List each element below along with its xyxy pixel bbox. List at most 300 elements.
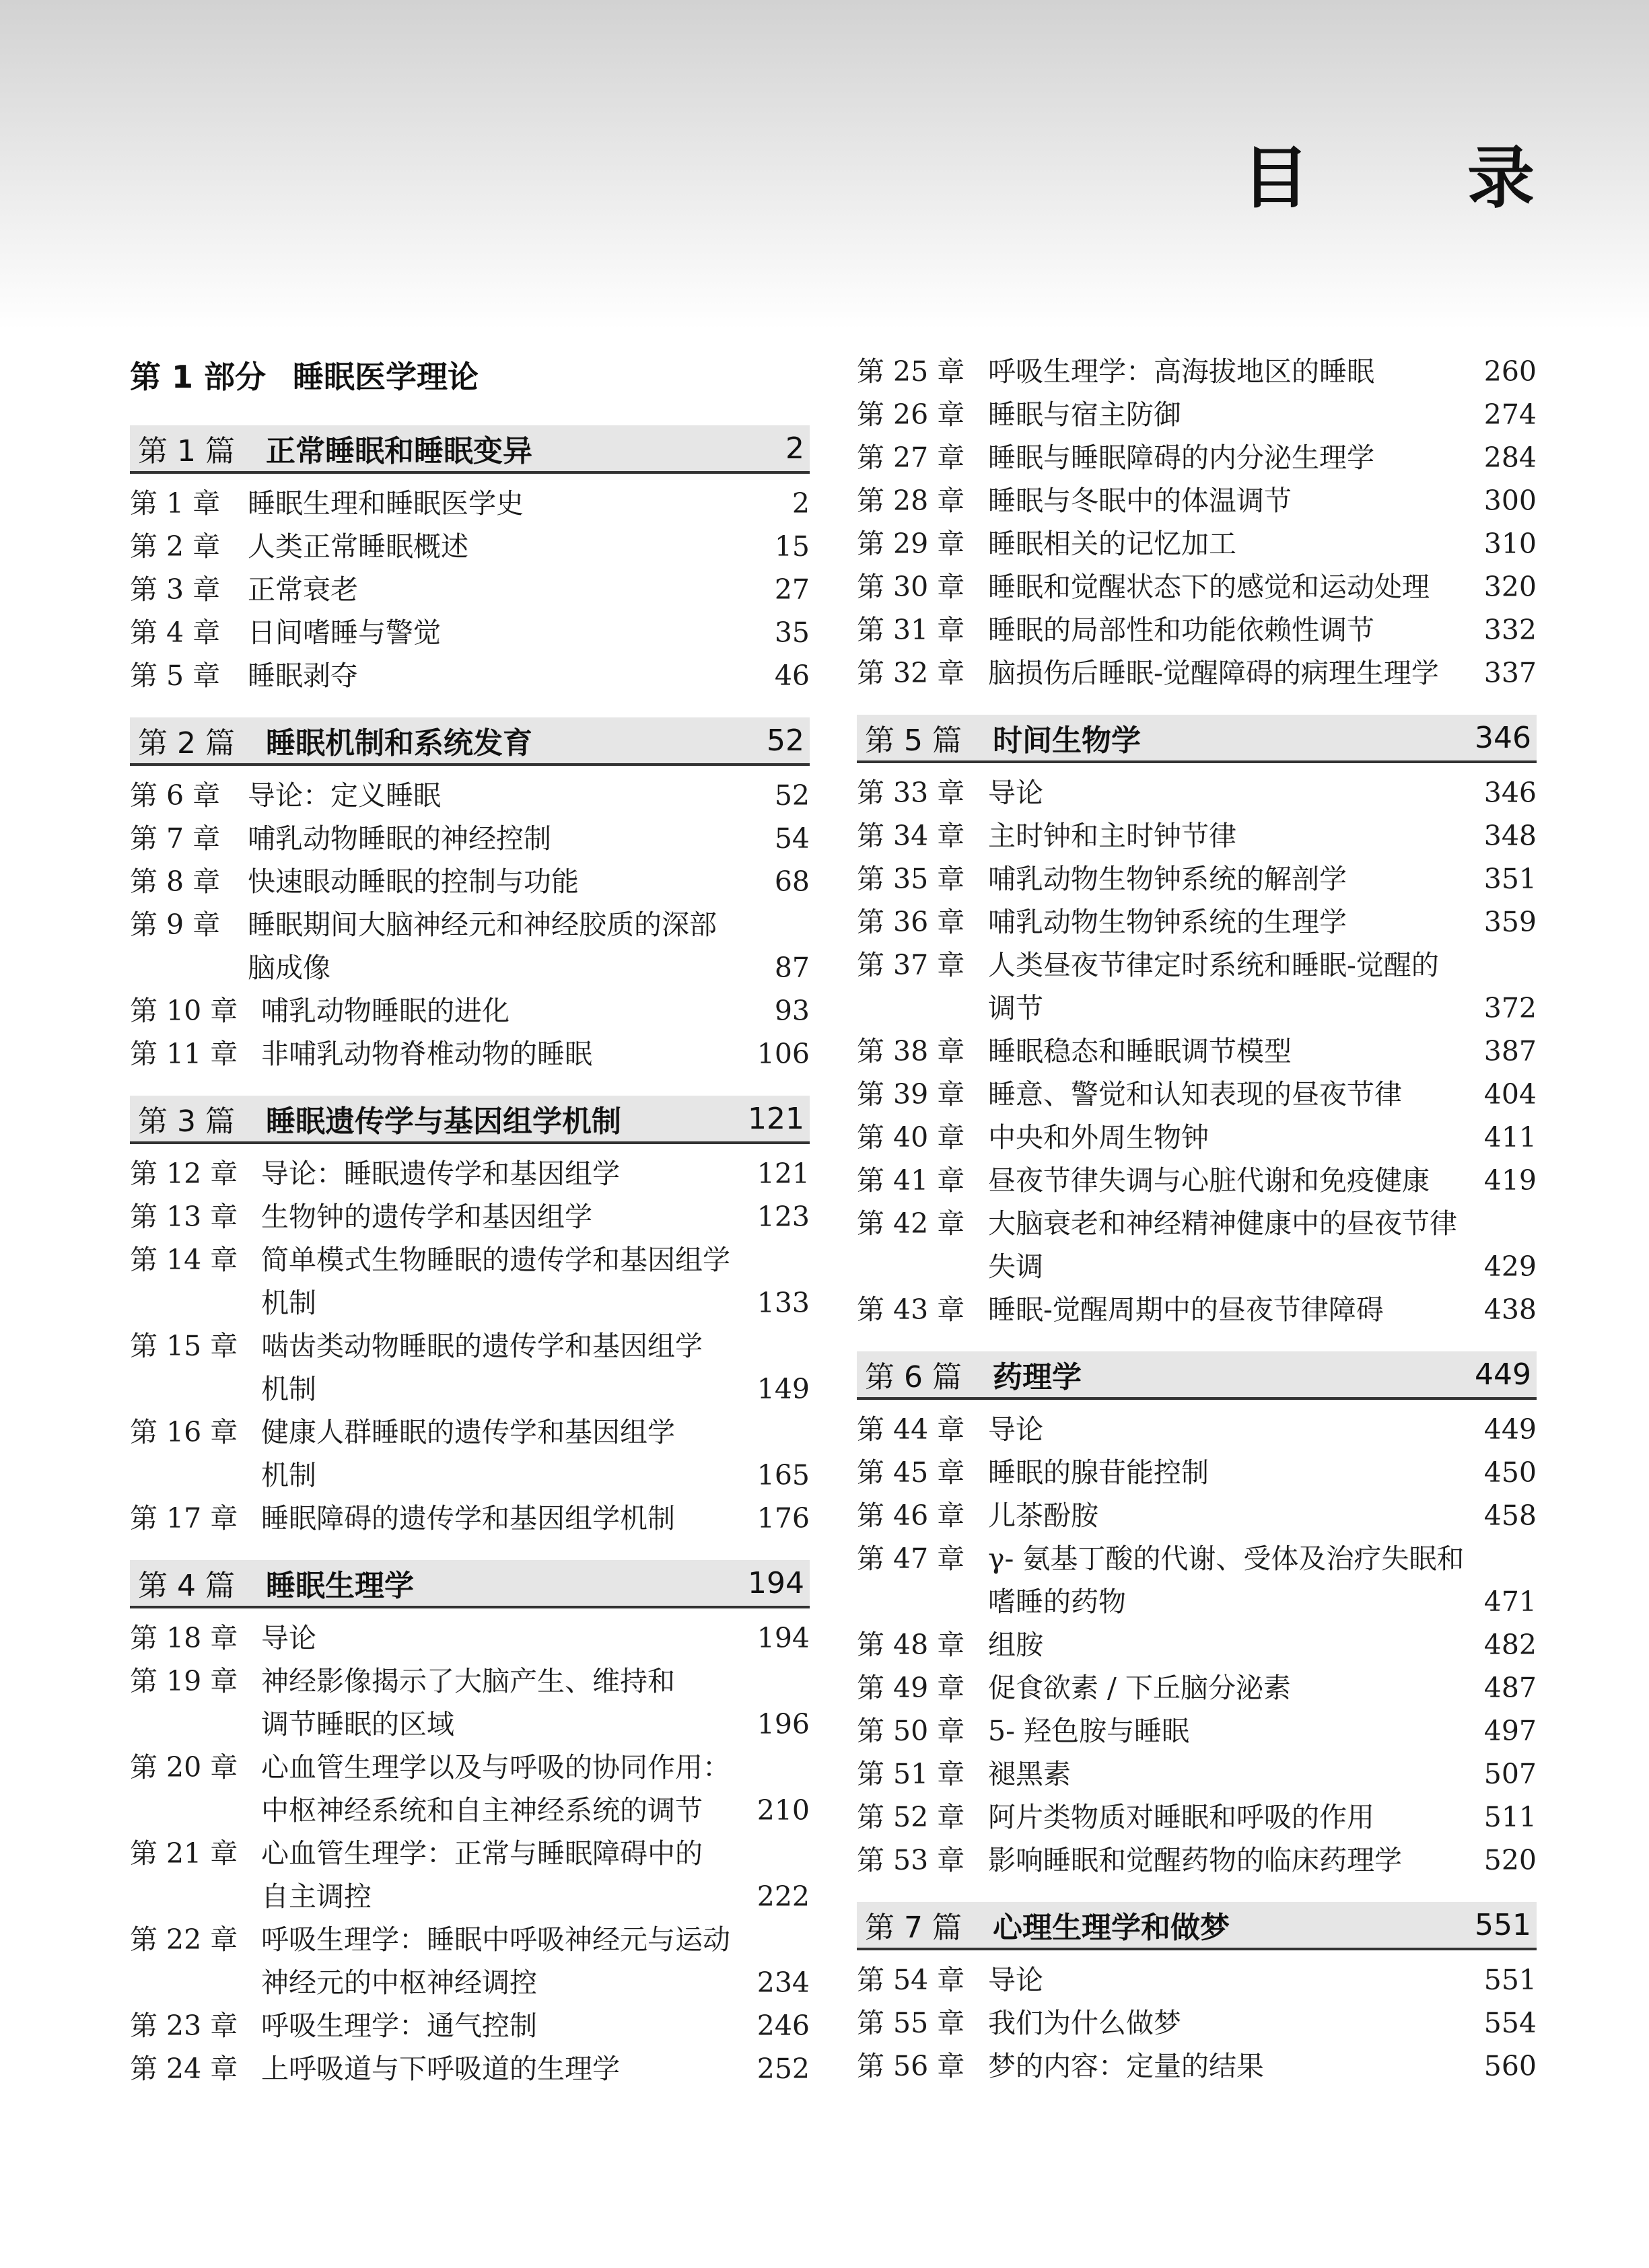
toc-chapter-entry[interactable] (857, 1030, 1537, 1073)
chapter-title: 神经元的中枢神经调控 (261, 1966, 537, 1999)
section-page: 551 (1475, 1907, 1531, 1942)
toc-chapter-entry[interactable] (857, 393, 1537, 436)
chapter-title: 啮齿类动物睡眠的遗传学和基因组学 (261, 1330, 703, 1362)
toc-chapter-entry[interactable] (130, 1238, 810, 1324)
toc-chapter-entry[interactable] (130, 654, 810, 697)
chapter-title: 机制 (261, 1459, 316, 1491)
chapter-title: 导论 (261, 1622, 316, 1654)
chapter-number: 第 32 章 (857, 657, 965, 689)
toc-chapter-entry[interactable] (857, 1796, 1537, 1839)
chapter-row (857, 1623, 1537, 1666)
section-title: 时间生物学 (993, 723, 1141, 758)
chapter-lead (857, 522, 1236, 565)
chapter-number: 第 2 章 (130, 530, 221, 563)
chapter-page: 387 (1483, 1035, 1537, 1067)
toc-chapter-entry[interactable] (130, 1497, 810, 1540)
chapter-page: 482 (1483, 1629, 1537, 1661)
chapter-number: 第 26 章 (857, 398, 965, 431)
chapter-row (130, 525, 810, 568)
chapter-page: 520 (1483, 1844, 1537, 1876)
chapter-page: 438 (1483, 1294, 1537, 1326)
toc-right-column (857, 350, 1537, 2088)
chapter-title: 儿茶酚胺 (988, 1499, 1098, 1532)
toc-chapter-entry[interactable] (857, 651, 1537, 695)
right-sections (857, 715, 1537, 2088)
toc-chapter-entry[interactable] (130, 2047, 810, 2090)
chapter-row (130, 774, 810, 817)
chapter-title: 影响睡眠和觉醒药物的临床药理学 (988, 1844, 1402, 1876)
chapter-page: 560 (1483, 2050, 1537, 2082)
toc-chapter-entry[interactable] (130, 1918, 810, 2004)
chapter-title-continuation (857, 1245, 1537, 1288)
toc-chapter-entry[interactable] (857, 565, 1537, 608)
chapter-title: 睡眠-觉醒周期中的昼夜节律障碍 (988, 1294, 1384, 1326)
chapter-number: 第 19 章 (130, 1665, 238, 1697)
toc-chapter-entry[interactable] (130, 1746, 810, 1832)
chapter-title: 调节 (988, 992, 1043, 1024)
chapter-title: 快速眼动睡眠的控制与功能 (248, 865, 579, 898)
chapter-row (130, 1195, 810, 1238)
chapter-title: 睡眠和觉醒状态下的感觉和运动处理 (988, 571, 1430, 603)
chapter-page: 310 (1483, 528, 1537, 560)
toc-chapter-entry[interactable] (130, 1660, 810, 1746)
toc-chapter-entry[interactable] (857, 1408, 1537, 1451)
chapter-row (857, 1666, 1537, 1709)
chapter-lead (130, 1617, 316, 1660)
chapter-lead (857, 2045, 1264, 2088)
chapter-title: 生物钟的遗传学和基因组学 (261, 1201, 592, 1233)
chapter-page: 351 (1483, 863, 1537, 895)
chapter-lead (130, 903, 717, 946)
chapter-page: 554 (1483, 2007, 1537, 2039)
chapter-title: 主时钟和主时钟节律 (988, 820, 1236, 852)
toc-chapter-entry[interactable] (130, 860, 810, 903)
chapter-title: 导论：睡眠遗传学和基因组学 (261, 1158, 620, 1190)
section-page: 346 (1475, 720, 1531, 755)
chapter-number: 第 47 章 (857, 1543, 965, 1575)
chapter-lead (857, 814, 1236, 857)
section-label (138, 1097, 621, 1140)
section-label (865, 1353, 1082, 1396)
toc-chapter-entry[interactable] (857, 436, 1537, 479)
chapter-title: 脑成像 (248, 952, 330, 984)
chapter-title: 脑损伤后睡眠-觉醒障碍的病理生理学 (988, 657, 1439, 689)
toc-chapter-entry[interactable] (857, 944, 1537, 1030)
chapter-page: 497 (1483, 1715, 1537, 1747)
chapter-number: 第 20 章 (130, 1751, 238, 1783)
chapter-title: 呼吸生理学：睡眠中呼吸神经元与运动 (261, 1923, 730, 1956)
chapter-title-continuation (130, 1703, 810, 1746)
chapter-title: 心血管生理学以及与呼吸的协同作用： (261, 1751, 730, 1783)
chapter-title: 日间嗜睡与警觉 (248, 616, 441, 649)
chapter-number: 第 23 章 (130, 2010, 238, 2042)
toc-chapter-entry[interactable] (857, 1073, 1537, 1116)
section-page: 2 (785, 431, 804, 466)
toc-chapter-entry[interactable] (130, 1832, 810, 1918)
chapter-title: 睡眠相关的记忆加工 (988, 528, 1236, 560)
chapter-row (130, 1918, 810, 1961)
chapter-title: 失调 (988, 1250, 1043, 1283)
chapter-row (857, 350, 1537, 393)
section-header[interactable] (130, 425, 810, 474)
toc-chapter-entry[interactable] (857, 771, 1537, 814)
chapter-title: 睡眠稳态和睡眠调节模型 (988, 1035, 1292, 1067)
chapter-title: 简单模式生物睡眠的遗传学和基因组学 (261, 1244, 730, 1276)
chapter-page: 337 (1483, 657, 1537, 689)
toc-chapter-entry[interactable] (857, 350, 1537, 393)
chapter-title: 褪黑素 (988, 1758, 1071, 1790)
toc-chapter-entry[interactable] (130, 568, 810, 611)
section-label (138, 427, 532, 470)
toc-chapter-entry[interactable] (857, 1752, 1537, 1796)
chapter-row (857, 857, 1537, 900)
chapter-title: 人类昼夜节律定时系统和睡眠-觉醒的 (988, 949, 1439, 981)
toc-chapter-entry[interactable] (857, 2045, 1537, 2088)
chapter-title-continuation (857, 987, 1537, 1030)
chapter-number: 第 56 章 (857, 2050, 965, 2082)
toc-chapter-entry[interactable] (857, 1288, 1537, 1331)
chapter-lead (857, 393, 1181, 436)
chapter-number: 第 6 章 (130, 779, 221, 812)
chapter-row (130, 568, 810, 611)
toc-chapter-entry[interactable] (130, 989, 810, 1032)
chapter-page: 359 (1483, 906, 1537, 938)
section-label (138, 1561, 414, 1604)
chapter-title: 机制 (261, 1287, 316, 1319)
section-page: 52 (767, 723, 804, 758)
chapter-number: 第 27 章 (857, 441, 965, 474)
section-number: 第 1 篇 (138, 434, 235, 468)
chapter-row (857, 522, 1537, 565)
section-header[interactable] (857, 715, 1537, 763)
chapter-row (130, 1497, 810, 1540)
chapter-row (130, 1411, 810, 1454)
chapter-number: 第 11 章 (130, 1038, 238, 1070)
chapter-title: 导论 (988, 1964, 1043, 1996)
chapter-title: 阿片类物质对睡眠和呼吸的作用 (988, 1801, 1374, 1833)
chapter-row (130, 1238, 810, 1281)
section-number: 第 5 篇 (865, 723, 962, 758)
section-page: 121 (748, 1101, 804, 1136)
toc-chapter-entry[interactable] (130, 1152, 810, 1195)
chapter-number: 第 42 章 (857, 1207, 965, 1240)
toc-chapter-entry[interactable] (857, 479, 1537, 522)
chapter-number: 第 22 章 (130, 1923, 238, 1956)
chapter-title-continuation (130, 1875, 810, 1918)
toc-chapter-entry[interactable] (857, 1623, 1537, 1666)
chapter-title: 导论 (988, 1413, 1043, 1446)
section-header[interactable] (130, 717, 810, 766)
toc-chapter-entry[interactable] (857, 1202, 1537, 1288)
chapter-page: 551 (1483, 1964, 1537, 1996)
chapter-page: 149 (757, 1373, 810, 1405)
toc-chapter-entry[interactable] (130, 2004, 810, 2047)
chapter-lead (130, 482, 524, 525)
chapter-title-continuation (130, 946, 810, 989)
chapter-number: 第 52 章 (857, 1801, 965, 1833)
chapter-lead (857, 2001, 1181, 2045)
chapter-row (130, 1660, 810, 1703)
chapter-number: 第 1 章 (130, 487, 221, 520)
chapter-number: 第 44 章 (857, 1413, 965, 1446)
section-title: 药理学 (993, 1360, 1082, 1394)
chapter-title: 哺乳动物睡眠的进化 (261, 995, 510, 1027)
section-number: 第 4 篇 (138, 1569, 235, 1603)
chapter-row (130, 2047, 810, 2090)
chapter-lead (857, 1623, 1043, 1666)
chapter-page: 487 (1483, 1672, 1537, 1704)
toc-chapter-entry[interactable] (857, 1451, 1537, 1494)
chapter-row (857, 479, 1537, 522)
chapter-page: 429 (1483, 1250, 1537, 1283)
chapter-row (857, 1073, 1537, 1116)
chapter-row (857, 900, 1537, 944)
toc-chapter-entry[interactable] (130, 817, 810, 860)
chapter-number: 第 25 章 (857, 355, 965, 388)
chapter-title: 中央和外周生物钟 (988, 1121, 1209, 1154)
toc-chapter-entry[interactable] (857, 1666, 1537, 1709)
chapter-title: 导论：定义睡眠 (248, 779, 441, 812)
chapter-number: 第 13 章 (130, 1201, 238, 1233)
chapter-page: 2 (792, 487, 810, 520)
chapter-number: 第 5 章 (130, 660, 221, 692)
chapter-number: 第 14 章 (130, 1244, 238, 1276)
chapter-page: 222 (757, 1880, 810, 1913)
chapter-title: 上呼吸道与下呼吸道的生理学 (261, 2053, 620, 2085)
chapter-lead (130, 2047, 620, 2090)
chapter-row (857, 1408, 1537, 1451)
chapter-page: 450 (1483, 1456, 1537, 1489)
toc-chapter-entry[interactable] (857, 1159, 1537, 1202)
chapter-page: 68 (774, 865, 810, 898)
chapter-number: 第 8 章 (130, 865, 221, 898)
toc-chapter-entry[interactable] (857, 857, 1537, 900)
chapter-lead (130, 860, 579, 903)
chapter-number: 第 28 章 (857, 485, 965, 517)
chapter-number: 第 51 章 (857, 1758, 965, 1790)
chapter-lead (130, 1746, 730, 1789)
chapter-lead (857, 1666, 1291, 1709)
chapter-lead (130, 1660, 675, 1703)
toc-chapter-entry[interactable] (857, 1537, 1537, 1623)
chapter-row (857, 814, 1537, 857)
right-lead-chapters (857, 350, 1537, 695)
chapter-row (857, 393, 1537, 436)
chapter-number: 第 34 章 (857, 820, 965, 852)
chapter-page: 404 (1483, 1078, 1537, 1110)
chapter-row (857, 651, 1537, 695)
chapter-title: 促食欲素 / 下丘脑分泌素 (988, 1672, 1291, 1704)
chapter-title-continuation (130, 1454, 810, 1497)
section-number: 第 7 篇 (865, 1911, 962, 1945)
toc-left-column (130, 350, 810, 2090)
toc-chapter-entry[interactable] (130, 482, 810, 525)
chapter-row (857, 1839, 1537, 1882)
chapter-title: 非哺乳动物脊椎动物的睡眠 (261, 1038, 592, 1070)
chapter-lead (130, 817, 551, 860)
section-header[interactable] (130, 1560, 810, 1608)
chapter-number: 第 45 章 (857, 1456, 965, 1489)
chapter-title: 睡眠与宿主防御 (988, 398, 1181, 431)
section-header[interactable] (857, 1902, 1537, 1950)
toc-chapter-entry[interactable] (130, 1032, 810, 1075)
chapter-page: 471 (1483, 1586, 1537, 1618)
toc-chapter-entry[interactable] (130, 1195, 810, 1238)
chapter-lead (857, 1958, 1043, 2001)
chapter-title-continuation (130, 1368, 810, 1411)
chapter-title: 梦的内容：定量的结果 (988, 2050, 1264, 2082)
chapter-page: 252 (757, 2053, 810, 2085)
chapter-title: 大脑衰老和神经精神健康中的昼夜节律 (988, 1207, 1457, 1240)
toc-chapter-entry[interactable] (857, 1116, 1537, 1159)
chapter-page: 165 (757, 1459, 810, 1491)
chapter-lead (130, 611, 441, 654)
chapter-number: 第 7 章 (130, 822, 221, 855)
part-label: 第 1 部分 (130, 359, 267, 395)
chapter-page: 121 (757, 1158, 810, 1190)
section-title: 心理生理学和做梦 (993, 1911, 1230, 1945)
chapter-page: 106 (757, 1038, 810, 1070)
toc-chapter-entry[interactable] (857, 2001, 1537, 2045)
chapter-title: 人类正常睡眠概述 (248, 530, 468, 563)
section-title: 睡眠生理学 (266, 1569, 414, 1603)
chapter-page: 372 (1483, 992, 1537, 1024)
chapter-lead (857, 1537, 1464, 1580)
chapter-title: 哺乳动物睡眠的神经控制 (248, 822, 551, 855)
chapter-number: 第 16 章 (130, 1416, 238, 1448)
chapter-title-continuation (130, 1961, 810, 2004)
chapter-title: 正常衰老 (248, 573, 358, 606)
chapter-page: 332 (1483, 614, 1537, 646)
toc-chapter-entry[interactable] (130, 1617, 810, 1660)
chapter-page: 246 (757, 2010, 810, 2042)
chapter-number: 第 46 章 (857, 1499, 965, 1532)
chapter-row (130, 860, 810, 903)
chapter-lead (857, 1408, 1043, 1451)
chapter-page: 194 (757, 1622, 810, 1654)
chapter-row (130, 1032, 810, 1075)
chapter-number: 第 21 章 (130, 1837, 238, 1870)
chapter-row (857, 608, 1537, 651)
chapter-row (857, 1796, 1537, 1839)
chapter-page: 449 (1483, 1413, 1537, 1446)
chapter-lead (857, 436, 1374, 479)
chapter-page: 87 (774, 952, 810, 984)
chapter-page: 284 (1483, 441, 1537, 474)
section-header[interactable] (130, 1096, 810, 1144)
toc-chapter-entry[interactable] (130, 525, 810, 568)
chapter-row (857, 1116, 1537, 1159)
chapter-page: 196 (757, 1708, 810, 1740)
chapter-page: 260 (1483, 355, 1537, 388)
toc-chapter-entry[interactable] (857, 522, 1537, 565)
chapter-lead (857, 1451, 1209, 1494)
section-label (865, 716, 1141, 759)
chapter-title: 睡眠障碍的遗传学和基因组学机制 (261, 1502, 675, 1534)
chapter-lead (857, 651, 1439, 695)
chapter-title: 呼吸生理学：高海拔地区的睡眠 (988, 355, 1374, 388)
chapter-row (857, 1494, 1537, 1537)
toc-chapter-entry[interactable] (857, 608, 1537, 651)
chapter-page: 123 (757, 1201, 810, 1233)
chapter-page: 27 (774, 573, 810, 606)
toc-chapter-entry[interactable] (857, 1839, 1537, 1882)
chapter-title: 中枢神经系统和自主神经系统的调节 (261, 1794, 703, 1827)
section-title: 睡眠机制和系统发育 (266, 726, 532, 760)
chapter-number: 第 38 章 (857, 1035, 965, 1067)
chapter-lead (857, 479, 1292, 522)
toc-chapter-entry[interactable] (130, 1411, 810, 1497)
chapter-row (130, 482, 810, 525)
toc-chapter-entry[interactable] (857, 814, 1537, 857)
toc-chapter-entry[interactable] (130, 903, 810, 989)
chapter-title: 睡眠与睡眠障碍的内分泌生理学 (988, 441, 1374, 474)
chapter-lead (130, 525, 468, 568)
chapter-row (857, 1451, 1537, 1494)
chapter-row (857, 436, 1537, 479)
toc-chapter-entry[interactable] (857, 900, 1537, 944)
section-number: 第 3 篇 (138, 1104, 235, 1139)
chapter-number: 第 17 章 (130, 1502, 238, 1534)
section-header[interactable] (857, 1351, 1537, 1400)
toc-chapter-entry[interactable] (857, 1709, 1537, 1752)
chapter-lead (857, 565, 1430, 608)
chapter-lead (130, 2004, 537, 2047)
part-name: 睡眠医学理论 (293, 359, 479, 395)
chapter-lead (130, 1152, 620, 1195)
section-label (865, 1903, 1230, 1946)
chapter-page: 458 (1483, 1499, 1537, 1532)
chapter-page: 52 (774, 779, 810, 812)
toc-chapter-entry[interactable] (130, 774, 810, 817)
section-number: 第 6 篇 (865, 1360, 962, 1394)
chapter-lead (857, 1202, 1457, 1245)
chapter-lead (130, 774, 441, 817)
chapter-page: 15 (774, 530, 810, 563)
chapter-number: 第 55 章 (857, 2007, 965, 2039)
chapter-number: 第 24 章 (130, 2053, 238, 2085)
chapter-row (130, 989, 810, 1032)
chapter-lead (857, 1030, 1292, 1073)
toc-chapter-entry[interactable] (857, 1958, 1537, 2001)
chapter-title: 哺乳动物生物钟系统的生理学 (988, 906, 1347, 938)
chapter-lead (857, 608, 1374, 651)
chapter-row (857, 944, 1537, 987)
chapter-lead (857, 1073, 1402, 1116)
chapter-title: 嗜睡的药物 (988, 1586, 1126, 1618)
chapter-row (857, 1709, 1537, 1752)
toc-chapter-entry[interactable] (130, 1324, 810, 1411)
chapter-row (857, 1288, 1537, 1331)
chapter-title: 睡眠剥夺 (248, 660, 358, 692)
toc-chapter-entry[interactable] (857, 1494, 1537, 1537)
chapter-page: 210 (757, 1794, 810, 1827)
chapter-number: 第 49 章 (857, 1672, 965, 1704)
chapter-page: 274 (1483, 398, 1537, 431)
section-number: 第 2 篇 (138, 726, 235, 760)
chapter-row (857, 1202, 1537, 1245)
section-label (138, 719, 532, 762)
chapter-number: 第 29 章 (857, 528, 965, 560)
chapter-lead (857, 944, 1439, 987)
chapter-title: 机制 (261, 1373, 316, 1405)
chapter-row (857, 1752, 1537, 1796)
chapter-number: 第 10 章 (130, 995, 238, 1027)
chapter-lead (130, 1918, 730, 1961)
chapter-number: 第 30 章 (857, 571, 965, 603)
toc-chapter-entry[interactable] (130, 611, 810, 654)
section-page: 449 (1475, 1357, 1531, 1392)
